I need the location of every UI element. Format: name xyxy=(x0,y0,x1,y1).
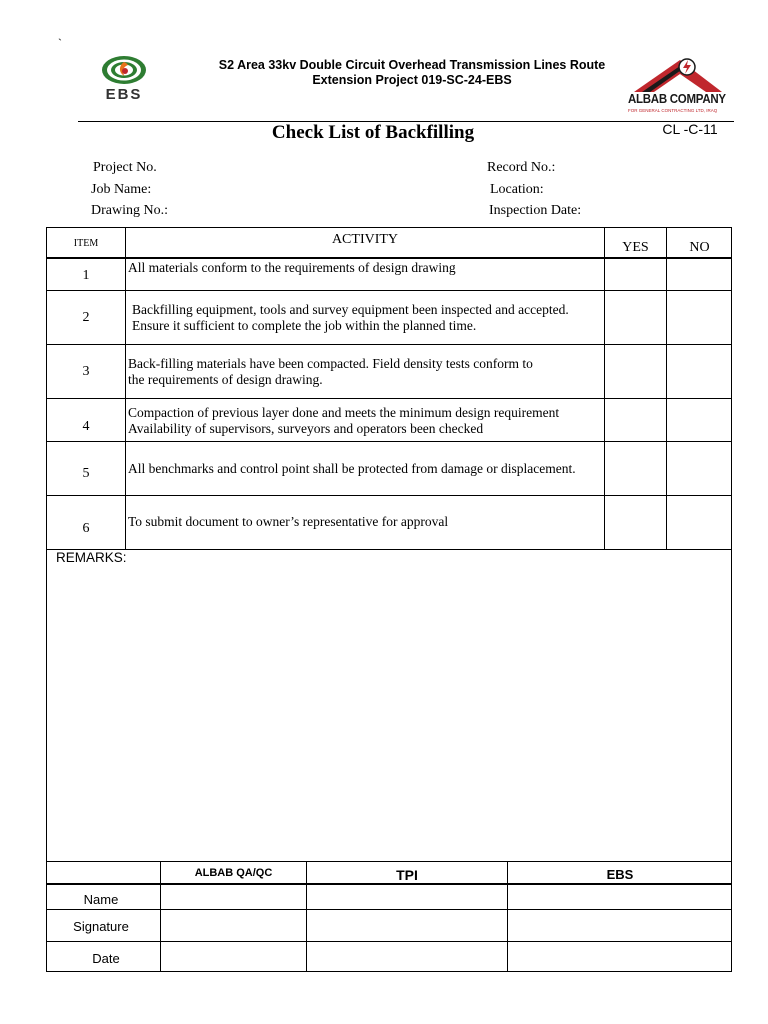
activity-line: All benchmarks and control point shall be protected from damage or displacement. xyxy=(128,461,576,476)
activity-line: Compaction of previous layer done and meets the minimum design requirement xyxy=(128,405,560,420)
activity-line: the requirements of design drawing. xyxy=(128,372,323,387)
signoff-header-albab: ALBAB QA/QC xyxy=(194,866,273,879)
albab-logo xyxy=(624,56,728,116)
item-column-header: ITEM xyxy=(73,237,99,249)
activity-line: Back-filling materials have been compacted. Field density tests conform to xyxy=(128,356,533,371)
signoff-header-ebs: EBS xyxy=(606,867,634,882)
record-no-label: Record No.: xyxy=(487,160,556,175)
no-checkbox-cell[interactable] xyxy=(667,291,732,344)
yes-checkbox-cell[interactable] xyxy=(605,291,666,344)
activity-line: Availability of supervisors, surveyors and operators been checked xyxy=(128,421,484,436)
item-column-divider xyxy=(125,228,126,550)
signoff-row-name: Name xyxy=(83,891,119,907)
item-number: 5 xyxy=(82,466,90,481)
project-title-line1: S2 Area 33kv Double Circuit Overhead Transmission Lines Route xyxy=(218,58,606,72)
activity-line: Backfilling equipment, tools and survey equipment been inspected and accepted. xyxy=(132,302,569,317)
albab-emblem-icon xyxy=(624,56,728,94)
signoff-row-signature: Signature xyxy=(73,918,129,934)
activity-text xyxy=(128,356,533,388)
activity-text xyxy=(128,405,559,437)
job-name-label: Job Name: xyxy=(91,182,152,197)
remarks-area[interactable] xyxy=(48,570,730,860)
activity-line: All materials conform to the requirements of design drawing xyxy=(128,260,456,275)
no-checkbox-cell[interactable] xyxy=(667,399,732,441)
albab-logo-text: ALBAB COMPANY xyxy=(628,92,726,106)
yes-checkbox-cell[interactable] xyxy=(605,258,666,290)
item-number: 6 xyxy=(82,521,90,536)
no-checkbox-cell[interactable] xyxy=(667,345,732,398)
item-number: 1 xyxy=(82,268,90,283)
no-checkbox-cell[interactable] xyxy=(667,442,732,495)
activity-line: Ensure it sufficient to complete the job within the planned time. xyxy=(132,318,477,333)
project-no-label: Project No. xyxy=(93,160,157,175)
remarks-label: REMARKS: xyxy=(56,550,127,565)
no-checkbox-cell[interactable] xyxy=(667,258,732,290)
activity-line: To submit document to owner’s representative for approval xyxy=(128,514,449,529)
ebs-logo-text: EBS xyxy=(105,86,143,103)
yes-checkbox-cell[interactable] xyxy=(605,399,666,441)
drawing-no-label: Drawing No.: xyxy=(91,203,168,218)
inspection-date-label: Inspection Date: xyxy=(489,203,582,218)
no-column-header: NO xyxy=(689,240,710,255)
activity-text xyxy=(128,461,576,477)
activity-text xyxy=(128,514,448,530)
albab-logo-subtext: FOR GENERAL CONTRACTING LTD, IRAQ xyxy=(628,108,718,113)
ebs-logo xyxy=(94,54,154,104)
row-divider xyxy=(47,549,732,550)
no-checkbox-cell[interactable] xyxy=(667,496,732,549)
yes-checkbox-cell[interactable] xyxy=(605,345,666,398)
item-number: 2 xyxy=(82,310,90,325)
signoff-row-date: Date xyxy=(92,950,120,966)
activity-text xyxy=(132,302,569,334)
yes-column-header: YES xyxy=(622,240,649,255)
activity-text xyxy=(128,260,456,276)
location-label: Location: xyxy=(490,182,544,197)
stray-mark: ` xyxy=(58,36,62,50)
item-number: 4 xyxy=(82,419,90,434)
signoff-top-divider xyxy=(47,861,732,862)
yes-checkbox-cell[interactable] xyxy=(605,442,666,495)
ebs-emblem-icon xyxy=(94,54,154,86)
document-code: CL -C-11 xyxy=(662,121,718,137)
project-title xyxy=(170,58,654,88)
item-number: 3 xyxy=(82,364,90,379)
yes-checkbox-cell[interactable] xyxy=(605,496,666,549)
document-title: Check List of Backfilling xyxy=(271,122,475,143)
signoff-row-divider xyxy=(47,941,732,942)
project-title-line2: Extension Project 019-SC-24-EBS xyxy=(312,73,512,87)
signoff-header-tpi: TPI xyxy=(396,866,418,883)
activity-column-header: ACTIVITY xyxy=(331,232,399,247)
